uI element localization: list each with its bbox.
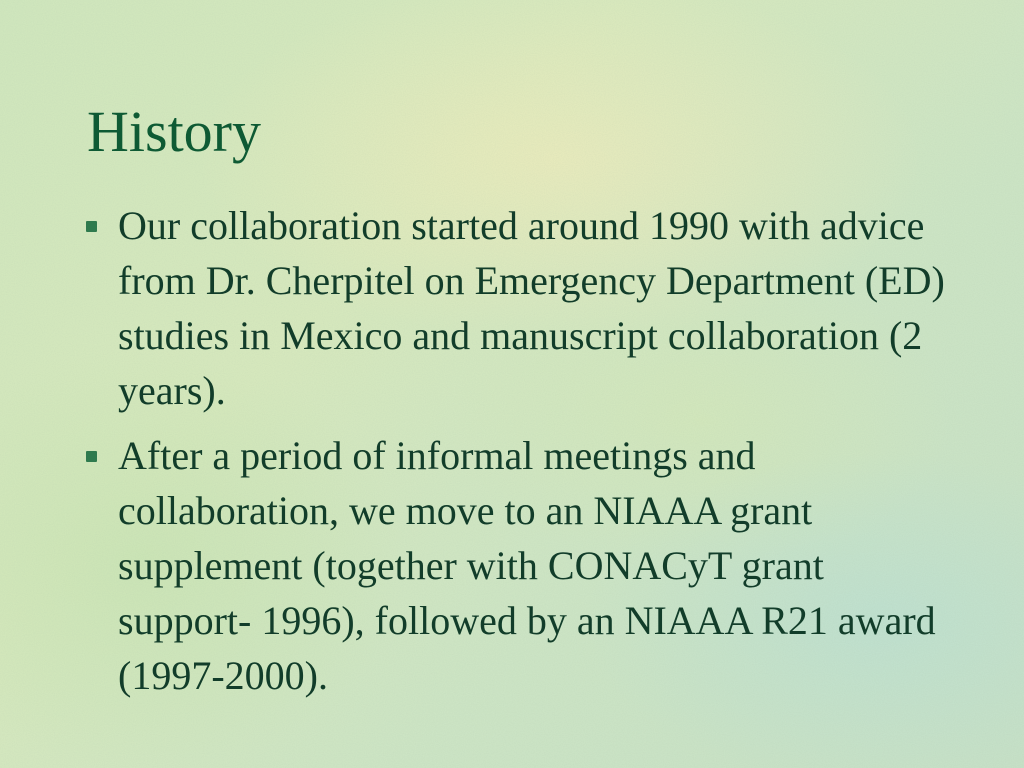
square-bullet-icon: [86, 221, 97, 232]
bullet-text: Our collaboration started around 1990 with advice from Dr. Cherpitel on Emergency Department (ED) studies in Mexico and manuscript collaboration (2 years).: [118, 203, 945, 413]
bullet-item: [86, 198, 946, 418]
bullet-text: After a period of informal meetings and collaboration, we move to an NIAAA grant supplement (together with CONACyT grant support- 1996), followed by an NIAAA R21 award (1997-2000).: [118, 433, 936, 698]
square-bullet-icon: [86, 451, 97, 462]
slide-title: History: [87, 99, 261, 164]
bullet-item: [86, 428, 946, 703]
bullet-list: [86, 198, 946, 713]
